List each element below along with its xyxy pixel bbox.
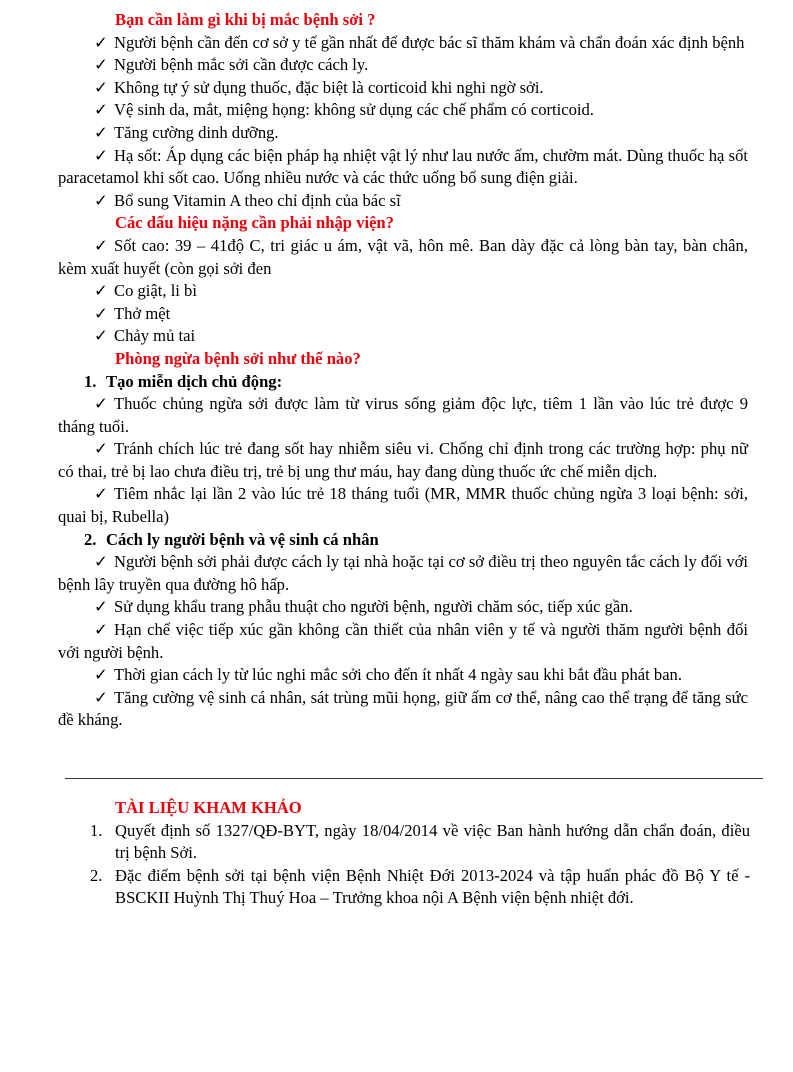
list-item: ✓ Hạn chế việc tiếp xúc gần không cần thiết của nhân viên y tế và người thăm người bệnh đối với người bệnh. <box>58 620 748 662</box>
check-mark-icon: ✓ <box>94 77 108 97</box>
list-item: ✓ Thở mệt <box>58 303 748 326</box>
list-item: ✓ Vệ sinh da, mắt, miệng họng: không sử dụng các chế phẩm có corticoid. <box>58 99 748 122</box>
list-item: ✓ Thuốc chủng ngừa sởi được làm từ virus sống giảm độc lực, tiêm 1 lần vào lúc trẻ được 9 tháng tuổi. <box>58 394 748 436</box>
check-mark-icon: ✓ <box>94 326 108 346</box>
check-mark-icon: ✓ <box>94 235 108 255</box>
list-item: ✓ Tăng cường dinh dưỡng. <box>58 122 748 145</box>
check-mark-icon: ✓ <box>94 145 108 165</box>
check-mark-icon: ✓ <box>94 190 108 210</box>
check-mark-icon: ✓ <box>94 55 108 75</box>
references-section <box>58 797 750 910</box>
check-mark-icon: ✓ <box>94 620 108 640</box>
document-page <box>58 9 748 732</box>
check-mark-icon: ✓ <box>94 484 108 504</box>
list-item: ✓ Người bệnh sởi phải được cách ly tại nhà hoặc tại cơ sở điều trị theo nguyên tắc cách ly đối với bệnh lây truyền qua đường hô hấp. <box>58 552 748 594</box>
check-mark-icon: ✓ <box>94 687 108 707</box>
list-item: ✓ Sử dụng khẩu trang phẫu thuật cho người bệnh, người chăm sóc, tiếp xúc gần. <box>58 596 748 619</box>
check-mark-icon: ✓ <box>94 32 108 52</box>
list-item: ✓ Chảy mủ tai <box>58 325 748 348</box>
list-item: ✓ Người bệnh mắc sởi cần được cách ly. <box>58 54 748 77</box>
horizontal-divider <box>65 778 763 779</box>
list-item: ✓ Không tự ý sử dụng thuốc, đặc biệt là corticoid khi nghi ngờ sởi. <box>58 77 748 100</box>
list-item: ✓ Bổ sung Vitamin A theo chỉ định của bác sĩ <box>58 190 748 213</box>
check-mark-icon: ✓ <box>94 281 108 301</box>
check-mark-icon: ✓ <box>94 303 108 323</box>
list-item: ✓ Tránh chích lúc trẻ đang sốt hay nhiễm siêu vi. Chống chỉ định trong các trường hợp: phụ nữ có thai, trẻ bị lao chưa điều trị, trẻ bị ung thư máu, hay đang dùng thuốc ức chế miễn dịch. <box>58 439 748 481</box>
subsection-heading-active-immunization: 1. Tạo miễn dịch chủ động: <box>84 371 283 391</box>
list-item: ✓ Hạ sốt: Áp dụng các biện pháp hạ nhiệt vật lý như lau nước ấm, chườm mát. Dùng thuốc hạ sốt paracetamol khi sốt cao. Uống nhiều nước và các thức uống bổ sung điện giải. <box>58 145 748 188</box>
check-mark-icon: ✓ <box>94 100 108 120</box>
list-item: ✓ Sốt cao: 39 – 41độ C, tri giác u ám, vật vã, hôn mê. Ban dày đặc cả lòng bàn tay, bàn chân, kèm xuất huyết (còn gọi sởi đen <box>58 235 748 278</box>
list-item: ✓ Người bệnh cần đến cơ sở y tế gần nhất để được bác sĩ thăm khám và chẩn đoán xác định bệnh <box>58 32 748 55</box>
list-item: ✓ Tăng cường vệ sinh cá nhân, sát trùng mũi họng, giữ ấm cơ thể, nâng cao thể trạng để tăng sức đề kháng. <box>58 687 748 730</box>
section-heading-what-to-do: Bạn cần làm gì khi bị mắc bệnh sởi ? <box>115 10 376 29</box>
list-item: ✓ Co giật, li bì <box>58 280 748 303</box>
check-mark-icon: ✓ <box>94 439 108 459</box>
check-mark-icon: ✓ <box>94 665 108 685</box>
reference-item: 2. Đặc điểm bệnh sởi tại bệnh viện Bệnh Nhiệt Đới 2013-2024 và tập huấn phác đồ Bộ Y tế - BSCKII Huỳnh Thị Thuý Hoa – Trưởng khoa nội A Bệnh viện bệnh nhiệt đới. <box>90 865 750 908</box>
check-mark-icon: ✓ <box>94 552 108 572</box>
check-mark-icon: ✓ <box>94 394 108 414</box>
section-heading-warning-signs: Các dấu hiệu nặng cần phải nhập viện? <box>115 213 394 233</box>
check-mark-icon: ✓ <box>94 597 108 617</box>
section-heading-prevention: Phòng ngừa bệnh sởi như thế nào? <box>115 348 361 368</box>
subsection-heading-isolation-hygiene: 2. Cách ly người bệnh và vệ sinh cá nhân <box>84 529 379 549</box>
list-item: ✓ Tiêm nhắc lại lần 2 vào lúc trẻ 18 tháng tuổi (MR, MMR thuốc chủng ngừa 3 loại bệnh: sởi, quai bị, Rubella) <box>58 484 748 527</box>
list-item: ✓ Thời gian cách ly từ lúc nghi mắc sởi cho đến ít nhất 4 ngày sau khi bắt đầu phát ban. <box>58 664 748 687</box>
references-heading: TÀI LIỆU KHAM KHẢO <box>115 798 302 817</box>
check-mark-icon: ✓ <box>94 122 108 142</box>
reference-item: 1. Quyết định số 1327/QĐ-BYT, ngày 18/04/2014 về việc Ban hành hướng dẫn chẩn đoán, điều trị bệnh Sởi. <box>90 820 750 863</box>
